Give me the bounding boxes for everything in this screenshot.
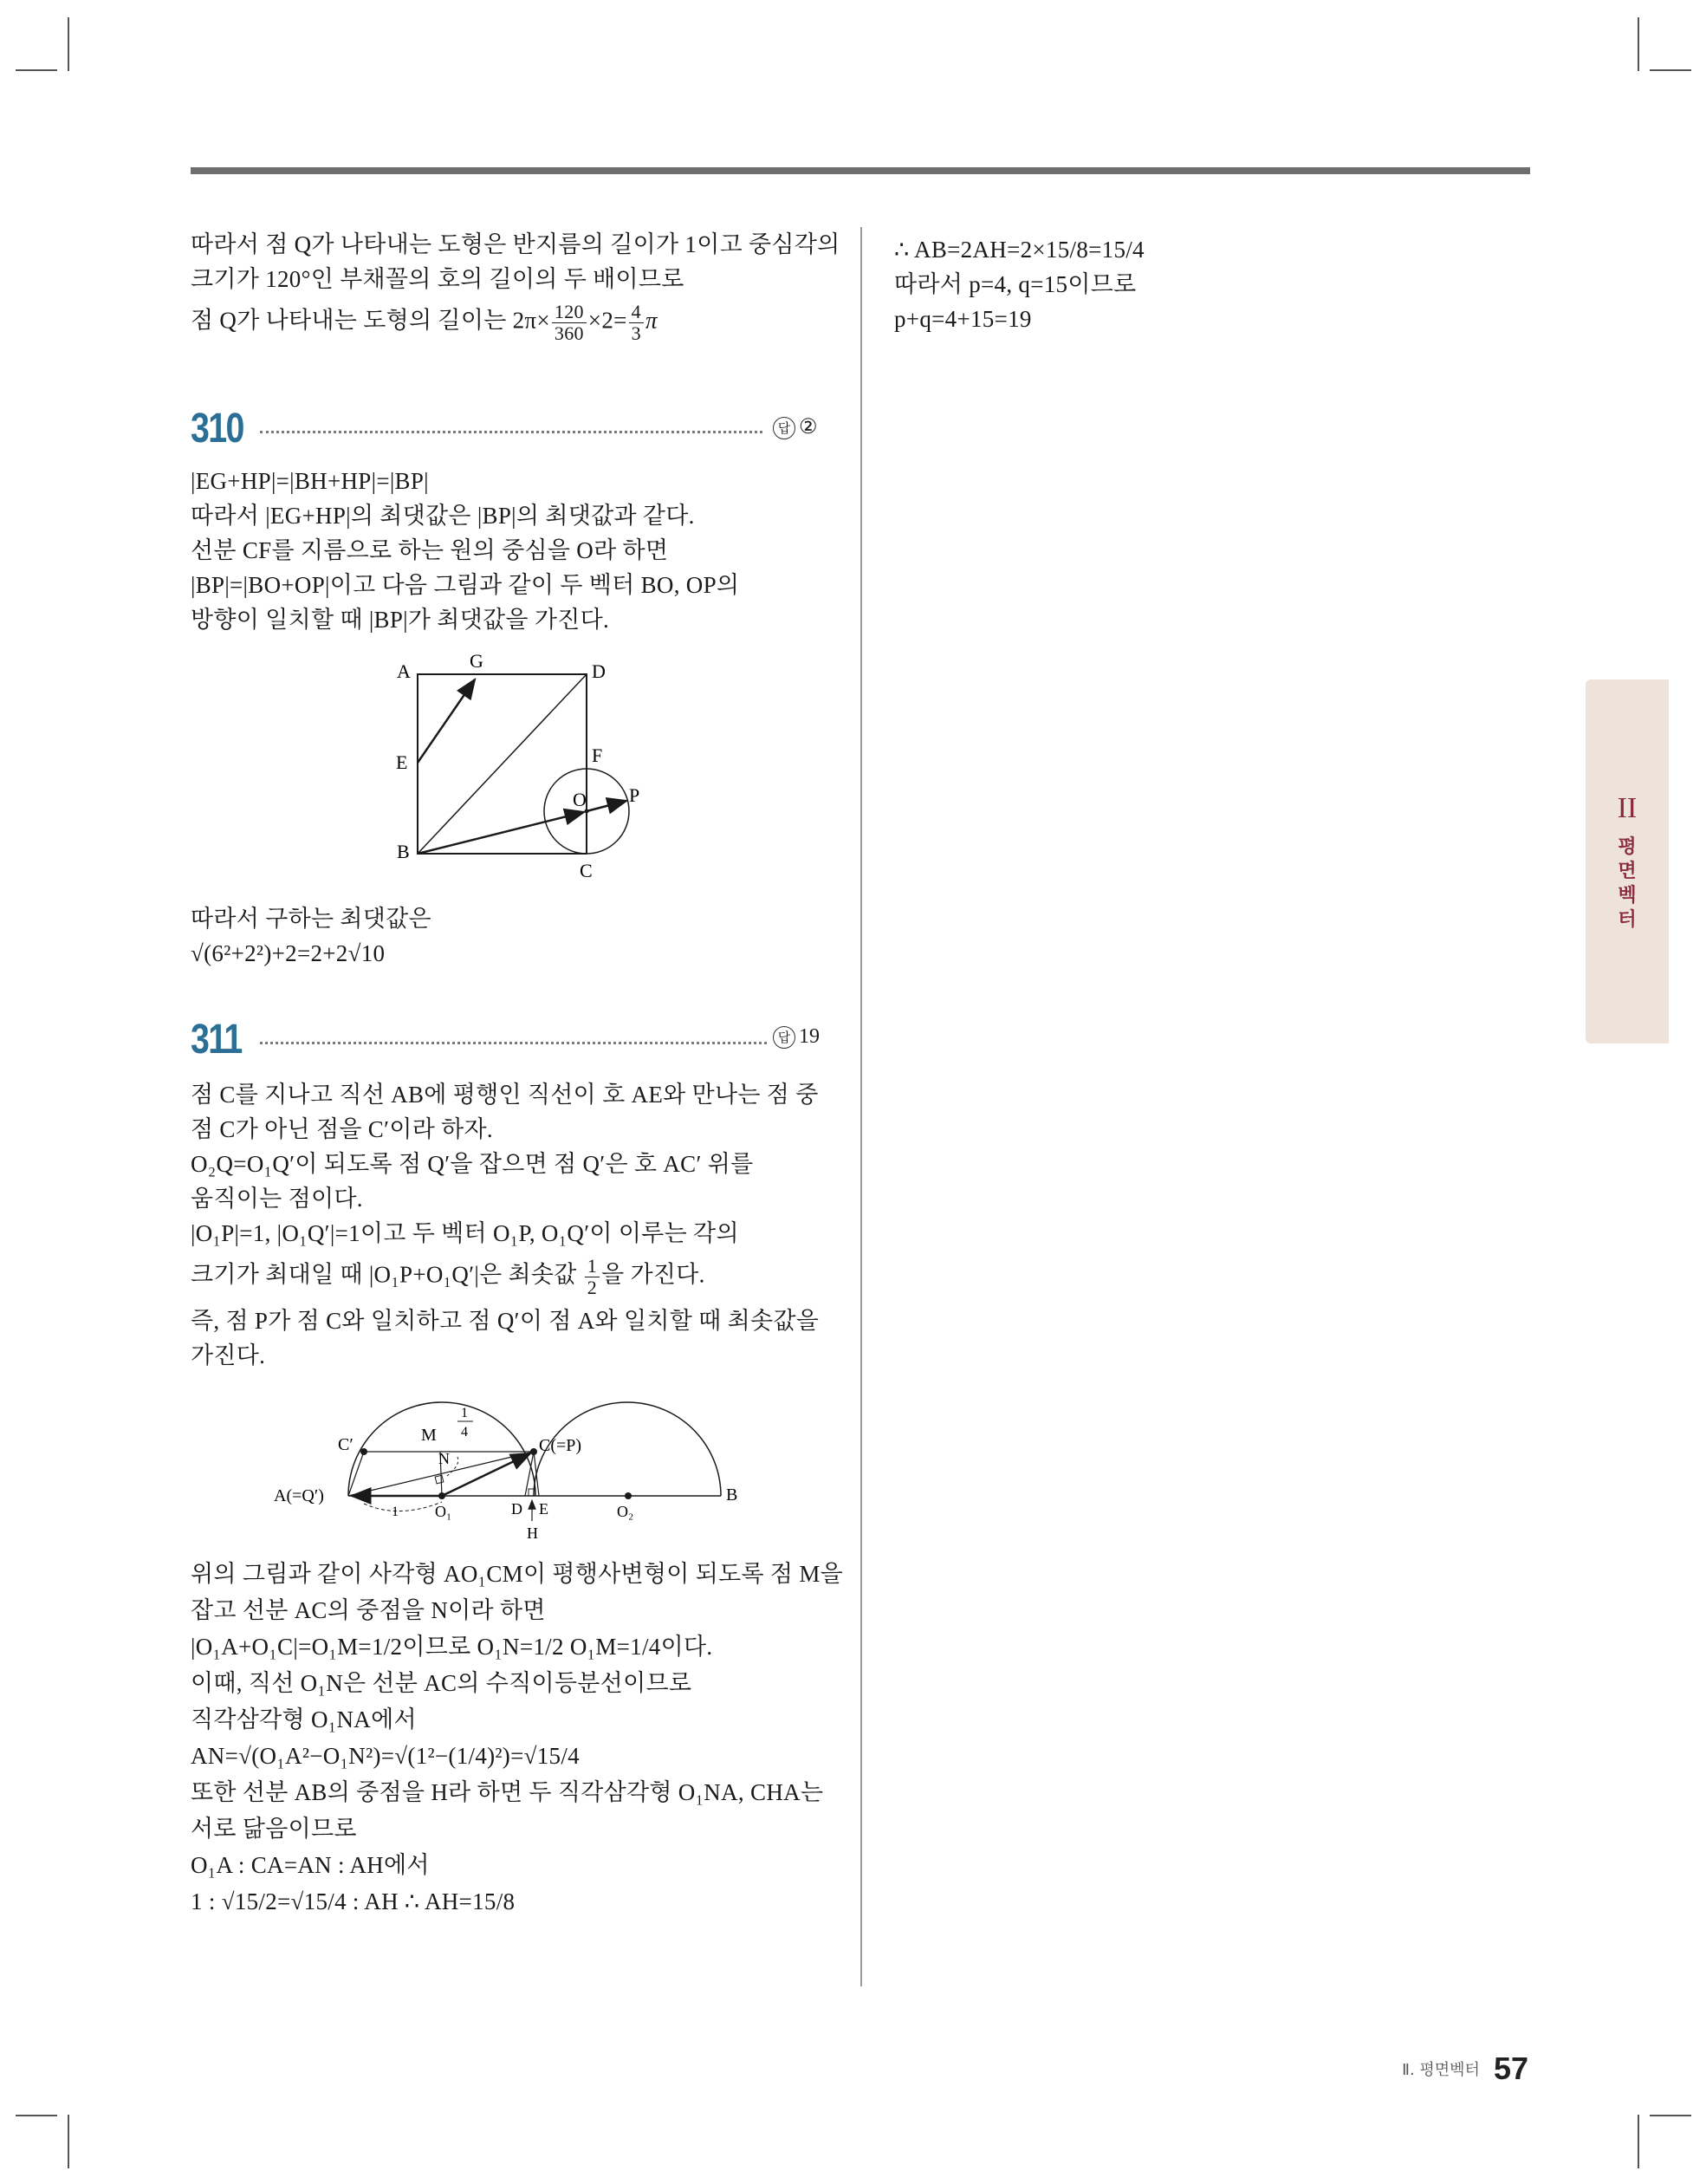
answer-mark-icon: 답 <box>773 417 795 439</box>
chapter-title-vertical: 평 면 벡 터 <box>1618 836 1637 931</box>
label-o2: O₂ <box>617 1503 634 1520</box>
point-cprime <box>360 1448 367 1455</box>
crop-mark <box>1650 69 1691 71</box>
crop-mark <box>1638 2115 1639 2168</box>
dotted-leader <box>260 431 762 433</box>
column-divider <box>860 227 862 1986</box>
text-line: 즉, 점 P가 점 C와 일치하고 점 Q′이 점 A와 일치할 때 최솟값을 <box>191 1308 820 1334</box>
label-o1: O₁ <box>435 1503 452 1520</box>
footer-chapter: Ⅱ. 평면벡터 <box>1402 2061 1480 2079</box>
problem-310-conclusion <box>191 901 832 971</box>
figure-311-semicircles <box>269 1382 754 1543</box>
text-line: |BP|=|BO+OP|이고 다음 그림과 같이 두 벡터 BO, OP의 <box>191 572 740 598</box>
label-d: D <box>592 660 606 682</box>
text-line: 선분 CF를 지름으로 하는 원의 중심을 O라 하면 <box>191 537 669 563</box>
text-line: 방향이 일치할 때 |BP|가 최댓값을 가진다. <box>191 607 610 633</box>
text-line: √(6²+2²)+2=2+2√10 <box>191 940 386 966</box>
label-o: O <box>573 789 587 810</box>
label-g: G <box>470 650 483 672</box>
label-e: E <box>539 1500 548 1518</box>
text-line: 따라서 |EG+HP|의 최댓값은 |BP|의 최댓값과 같다. <box>191 503 695 529</box>
problem-310-header <box>191 407 823 451</box>
figure-310-rectangle-circle <box>381 641 658 884</box>
vector-eg <box>418 679 475 763</box>
crop-mark <box>16 2115 57 2116</box>
label-m: M <box>421 1426 437 1445</box>
label-c: C <box>580 860 593 881</box>
label-a: A(=Q′) <box>274 1486 324 1505</box>
label-one: 1 <box>392 1505 399 1519</box>
text-line: ∴ AB=2AH=2×15/8=15/4 <box>894 237 1145 263</box>
label-c: C(=P) <box>539 1436 582 1455</box>
problem-311-solution <box>191 1556 849 1920</box>
text-line: 따라서 p=4, q=15이므로 <box>894 271 1137 297</box>
label-cprime: C′ <box>338 1435 354 1454</box>
vector-bo <box>418 812 584 854</box>
text-line: 점 C가 아닌 점을 C′이라 하자. <box>191 1116 493 1142</box>
text-line: 1 : √15/2=√15/4 : AH ∴ AH=15/8 <box>191 1888 516 1914</box>
text-line: 움직이는 점이다. <box>191 1186 363 1212</box>
right-column-text <box>894 232 1535 336</box>
text-line: |O₁P|=1, |O₁Q′|=1이고 두 벡터 O₁P, O₁Q′이 이루는 각의 <box>191 1220 739 1246</box>
left-top-text <box>191 227 840 344</box>
right-angle-mark-n <box>435 1475 444 1484</box>
answer-mark-icon: 답 <box>773 1026 795 1049</box>
dotted-leader <box>260 1042 767 1044</box>
diagonal-bd <box>418 674 587 854</box>
semicircle-o1 <box>348 1402 535 1496</box>
header-rule <box>191 167 1530 174</box>
page-footer <box>1402 2051 1528 2087</box>
label-e: E <box>396 751 408 773</box>
crop-mark <box>16 69 57 71</box>
label-b: B <box>397 841 410 862</box>
label-d: D <box>511 1500 522 1518</box>
fraction: $\frac{120}{360}$ <box>552 302 587 344</box>
label-quarter-num: 1 <box>461 1406 468 1420</box>
text-line: 또한 선분 AB의 중점을 H라 하면 두 직각삼각형 O₁NA, CHA는 <box>191 1779 824 1805</box>
text-line: 점 C를 지나고 직선 AB에 평행인 직선이 호 AE와 만나는 점 중 <box>191 1082 819 1108</box>
problem-number: 311 <box>191 1017 242 1063</box>
crop-mark <box>1650 2115 1691 2116</box>
label-n: N <box>438 1450 450 1467</box>
text-line: 직각삼각형 O₁NA에서 <box>191 1706 417 1732</box>
chapter-roman: II <box>1617 792 1638 824</box>
crop-mark <box>68 17 69 71</box>
fraction: $\frac{1}{2}$ <box>585 1256 600 1298</box>
page-number: 57 <box>1493 2051 1528 2086</box>
dashed-arc <box>364 1502 442 1511</box>
crop-mark <box>68 2115 69 2168</box>
text-line: p+q=4+15=19 <box>894 306 1032 332</box>
text-line: 위의 그림과 같이 사각형 AO₁CM이 평행사변형이 되도록 점 M을 <box>191 1561 844 1587</box>
fraction: $\frac{4}{3}$ <box>629 302 644 344</box>
text-line: O₁A : CA=AN : AH에서 <box>191 1852 430 1878</box>
text-line: O₂Q=O₁Q′이 되도록 점 Q′을 잡으면 점 Q′은 호 AC′ 위를 <box>191 1151 754 1177</box>
answer-badge: 답 19 <box>773 1025 820 1049</box>
text-line: |EG+HP|=|BH+HP|=|BP| <box>191 468 429 494</box>
text-line: |O₁A+O₁C|=O₁M=1/2이므로 O₁N=1/2 O₁M=1/4이다. <box>191 1634 713 1660</box>
problem-310-body <box>191 464 832 637</box>
point-o1 <box>438 1492 445 1499</box>
vector-op <box>587 801 626 811</box>
text-line: 크기가 최대일 때 |O₁P+O₁Q′|은 최솟값 $\frac{1}{2}$ 을 가진다. <box>191 1255 705 1298</box>
crop-mark <box>1638 17 1639 71</box>
text-line: 이때, 직선 O₁N은 선분 AC의 수직이등분선이므로 <box>191 1670 692 1696</box>
text-line: 가진다. <box>191 1342 266 1368</box>
label-h: H <box>527 1524 538 1542</box>
text-line: 따라서 점 Q가 나타내는 도형은 반지름의 길이가 1이고 중심각의 <box>191 231 840 257</box>
label-b: B <box>726 1485 738 1505</box>
label-quarter-den: 4 <box>461 1425 468 1440</box>
label-p: P <box>629 784 640 806</box>
vector-o1-c <box>442 1453 530 1496</box>
text-line: 따라서 구하는 최댓값은 <box>191 906 431 932</box>
point-o2 <box>625 1492 632 1499</box>
label-a: A <box>397 660 411 682</box>
problem-311-body <box>191 1077 832 1373</box>
chapter-side-tab <box>1586 679 1669 1043</box>
problem-number: 310 <box>191 406 243 452</box>
answer-badge: 답 ② <box>773 414 818 439</box>
problem-311-header <box>191 1018 823 1062</box>
text-line: 점 Q가 나타내는 도형의 길이는 2π× $\frac{120}{360}$ ×2= $\frac{4}{3}$ π <box>191 301 658 344</box>
label-f: F <box>592 744 603 766</box>
text-line: AN=√(O₁A²−O₁N²)=√(1²−(1/4)²)=√15/4 <box>191 1743 580 1769</box>
text-line: 크기가 120°인 부채꼴의 호의 길이의 두 배이므로 <box>191 266 684 292</box>
text-line: 서로 닮음이므로 <box>191 1816 357 1842</box>
text-line: 잡고 선분 AC의 중점을 N이라 하면 <box>191 1597 546 1623</box>
point-c <box>530 1448 537 1455</box>
